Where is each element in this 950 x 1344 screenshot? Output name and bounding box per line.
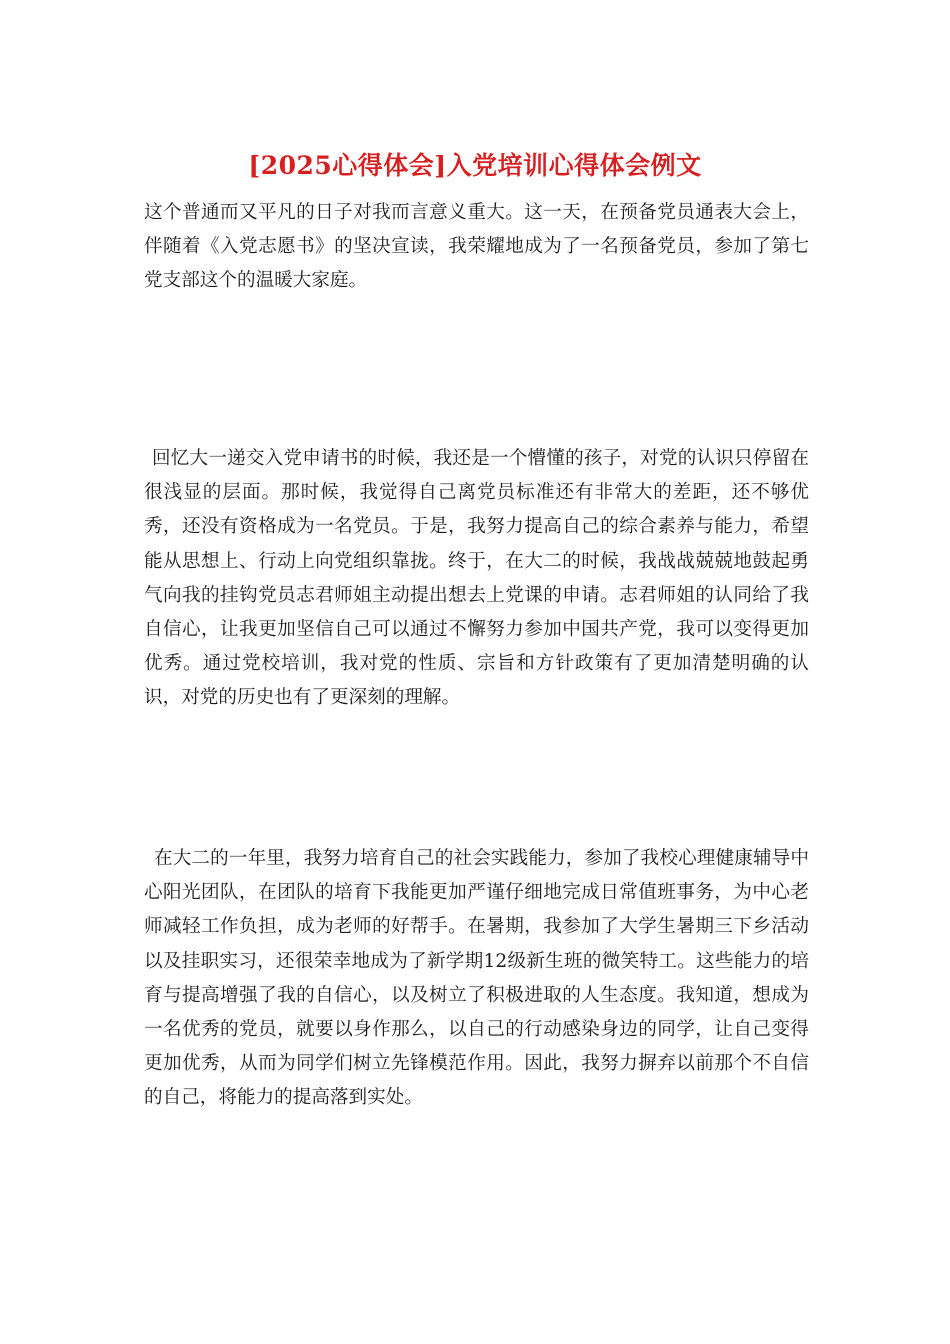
paragraph-2: 回忆大一递交入党申请书的时候，我还是一个懵懂的孩子，对党的认识只停留在很浅显的层面。那时候，我觉得自己离党员标准还有非常大的差距，还不够优秀，还没有资格成为一名党员。于是，我努力提高自己的综合素养与能力，希望能从思想上、行动上向党组织靠拢。终于，在大二的时候，我战战兢兢地鼓起勇气向我的挂钩党员志君师姐主动提出想去上党课的申请。志君师姐的认同给了我自信心，让我更加坚信自己可以通过不懈努力参加中国共产党，我可以变得更加优秀。通过党校培训，我对党的性质、宗旨和方针政策有了更加清楚明确的认识，对党的历史也有了更深刻的理解。 [144, 448, 809, 709]
document-title: [2025心得体会]入党培训心得体会例文 [248, 151, 702, 180]
paragraph-3: 在大二的一年里，我努力培育自己的社会实践能力，参加了我校心理健康辅导中心阳光团队，在团队的培育下我能更加严谨仔细地完成日常值班事务，为中心老师减轻工作负担，成为老师的好帮手。在暑期，我参加了大学生暑期三下乡活动以及挂职实习，还很荣幸地成为了新学期12级新生班的微笑特工。这些能力的培育与提高增强了我的自信心，以及树立了积极进取的人生态度。我知道，想成为一名优秀的党员，就要以身作那么，以自己的行动感染身边的同学，让自己变得更加优秀，从而为同学们树立先锋模范作用。因此，我努力摒弃以前那个不自信的自己，将能力的提高落到实处。 [144, 848, 809, 1109]
paragraph-1: 这个普通而又平凡的日子对我而言意义重大。这一天，在预备党员通表大会上，伴随着《入党志愿书》的坚决宣读，我荣耀地成为了一名预备党员，参加了第七党支部这个的温暖大家庭。 [144, 202, 809, 292]
